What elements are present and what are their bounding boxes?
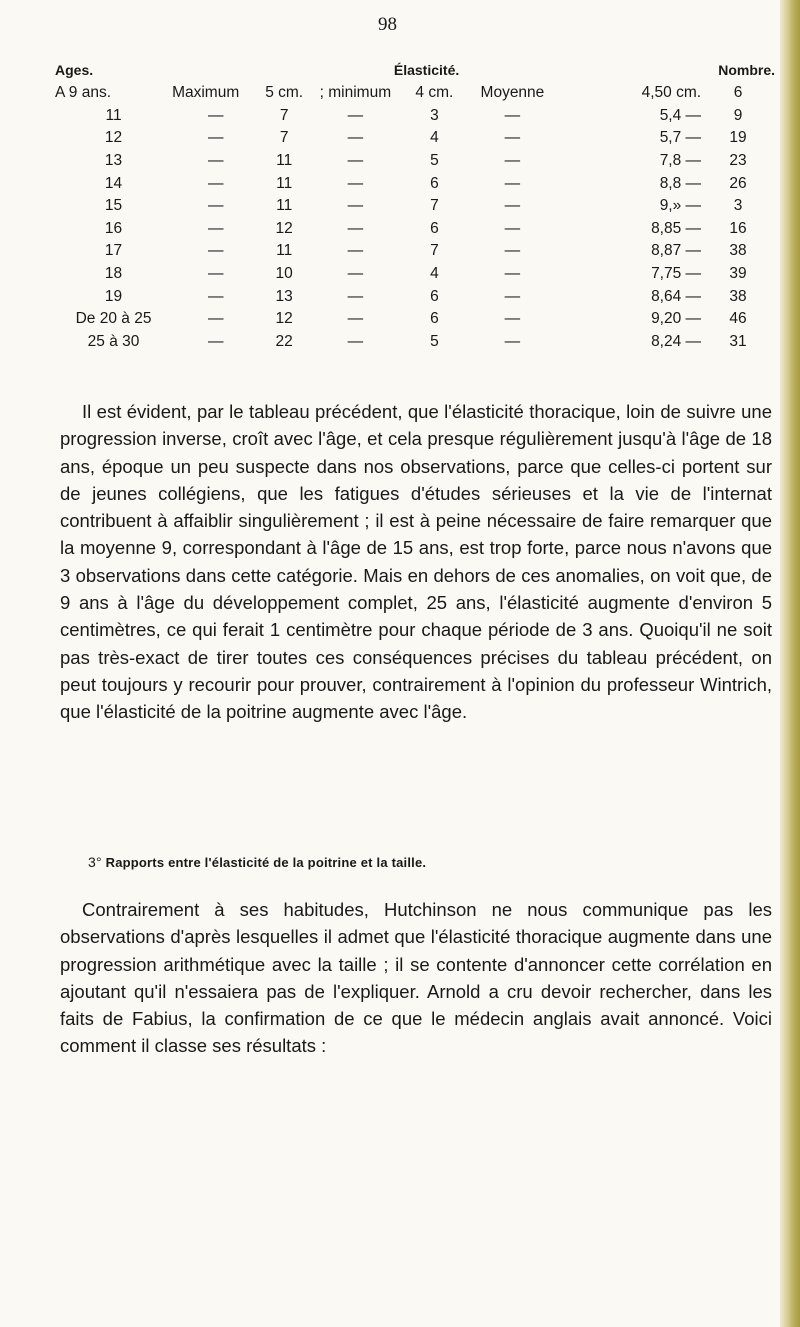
header-elasticity: Élasticité. xyxy=(393,62,460,78)
dash: — xyxy=(208,332,224,350)
row-max: 10 xyxy=(275,265,293,283)
header-age: Ages. xyxy=(55,62,94,78)
row-min: 4 xyxy=(430,265,439,283)
elasticity-table xyxy=(55,58,775,353)
row-min: 4 cm. xyxy=(415,84,454,102)
section-heading xyxy=(88,854,426,870)
row-avg: 7,8 — xyxy=(659,152,702,170)
row-min: 6 xyxy=(430,219,439,237)
row-max: 13 xyxy=(275,287,293,305)
header-count: Nombre. xyxy=(718,62,775,78)
table-row xyxy=(55,240,775,263)
row-min: 5 xyxy=(430,152,439,170)
row-age: 19 xyxy=(104,287,123,305)
dash: — xyxy=(208,106,224,124)
row-max: 22 xyxy=(275,332,293,350)
table-row xyxy=(55,308,775,331)
dash: — xyxy=(504,242,521,260)
row-avg: 9,20 — xyxy=(651,310,702,328)
dash: — xyxy=(347,219,364,237)
dash: — xyxy=(504,152,521,170)
dash: — xyxy=(208,152,224,170)
row-min: 6 xyxy=(430,174,439,192)
dash: — xyxy=(208,219,224,237)
table-header-row xyxy=(55,58,775,82)
row-count: 38 xyxy=(729,242,747,260)
row-min: 6 xyxy=(430,310,439,328)
table-row xyxy=(55,331,775,354)
row-min: 5 xyxy=(430,332,439,350)
row-max: 11 xyxy=(276,174,293,192)
dash: — xyxy=(504,332,521,350)
table-row xyxy=(55,195,775,218)
dash: — xyxy=(347,242,364,260)
row-avg: 8,64 — xyxy=(651,287,702,305)
paragraph-hutchinson xyxy=(60,896,772,1060)
row-avg: 8,8 — xyxy=(659,174,702,192)
row-age: 11 xyxy=(105,106,122,124)
table-row xyxy=(55,218,775,241)
min-label: ; minimum xyxy=(319,84,392,102)
dash: — xyxy=(208,310,224,328)
dash: — xyxy=(208,265,224,283)
table-row xyxy=(55,105,775,128)
table-row xyxy=(55,263,775,286)
row-count: 38 xyxy=(729,287,747,305)
row-count: 19 xyxy=(729,129,747,147)
page-edge-stain xyxy=(780,0,800,1327)
row-min: 7 xyxy=(430,242,439,260)
row-age: 25 à 30 xyxy=(87,332,140,350)
max-label: Maximum xyxy=(172,84,240,102)
dash: — xyxy=(347,197,364,215)
row-count: 39 xyxy=(729,265,747,283)
row-max: 11 xyxy=(276,152,293,170)
paragraph-elasticity-age xyxy=(60,398,772,726)
section-number: 3° xyxy=(88,854,102,870)
row-max: 11 xyxy=(276,197,293,215)
dash: — xyxy=(504,265,521,283)
row-avg: 5,7 — xyxy=(659,129,702,147)
row-avg: 8,24 — xyxy=(651,332,702,350)
row-age: 13 xyxy=(104,152,123,170)
row-min: 7 xyxy=(430,197,439,215)
row-count: 31 xyxy=(729,332,747,350)
dash: — xyxy=(504,106,521,124)
row-count: 23 xyxy=(729,152,747,170)
row-max: 12 xyxy=(275,219,293,237)
row-max: 7 xyxy=(279,129,289,147)
dash: — xyxy=(208,174,224,192)
row-avg: 8,85 — xyxy=(651,219,702,237)
row-count: 6 xyxy=(733,84,743,102)
row-age: 16 xyxy=(104,219,123,237)
dash: — xyxy=(504,287,521,305)
row-avg: 8,87 — xyxy=(651,242,702,260)
row-count: 9 xyxy=(733,106,743,124)
row-avg: 5,4 — xyxy=(659,106,702,124)
dash: — xyxy=(347,174,364,192)
row-count: 16 xyxy=(729,219,747,237)
row-max: 7 xyxy=(279,106,289,124)
dash: — xyxy=(347,287,364,305)
dash: — xyxy=(347,152,364,170)
dash: — xyxy=(208,242,224,260)
row-min: 4 xyxy=(430,129,439,147)
row-max: 12 xyxy=(275,310,293,328)
table-row xyxy=(55,127,775,150)
row-avg: 7,75 — xyxy=(651,265,702,283)
table-row xyxy=(55,285,775,308)
avg-label: Moyenne xyxy=(480,84,545,102)
section-title: Rapports entre l'élasticité de la poitrine et la taille. xyxy=(105,855,427,870)
dash: — xyxy=(504,129,521,147)
row-min: 6 xyxy=(430,287,439,305)
row-min: 3 xyxy=(430,106,439,124)
row-age: 14 xyxy=(104,174,123,192)
dash: — xyxy=(208,197,224,215)
page-number: 98 xyxy=(378,14,397,35)
dash: — xyxy=(504,310,521,328)
table-row xyxy=(55,172,775,195)
paragraph-text: Contrairement à ses habitudes, Hutchinson ne nous communique pas les observations d'après lesquelles il admet que l'élasticité thoracique augmente dans une progression arithmétique avec la taille ; il se contente d'annoncer cette corrélation en ajoutant qu'il n'essaiera pas de l'expliquer. Arnold a cru devoir rechercher, dans les faits de Fabius, la confirmation de ce que le médecin anglais avait annoncé. Voici comment il classe ses résultats : xyxy=(60,899,772,1057)
row-age: 15 xyxy=(104,197,123,215)
row-age: De 20 à 25 xyxy=(75,310,152,328)
row-max: 11 xyxy=(276,242,293,260)
dash: — xyxy=(504,174,521,192)
row-avg: 4,50 cm. xyxy=(641,84,702,102)
table-row-first xyxy=(55,82,775,105)
row-age: 18 xyxy=(104,265,123,283)
dash: — xyxy=(208,287,224,305)
dash: — xyxy=(347,265,364,283)
paragraph-text: Il est évident, par le tableau précédent, que l'élasticité thoracique, loin de suivre une progression inverse, croît avec l'âge, et cela presque régulièrement jusqu'à l'âge de 18 ans, époque un peu suspecte dans nos observations, parce que celles-ci portent sur de jeunes collégiens, que les fatigues d'études sérieuses et la vie de l'internat contribuent à affaiblir singulièrement ; il est à peine nécessaire de faire remarquer que la moyenne 9, correspondant à l'âge de 15 ans, est trop forte, parce nous n'avons que 3 observations dans cette catégorie. Mais en dehors de ces anomalies, on voit que, de 9 ans à l'âge du développement complet, 25 ans, l'élasticité augmente d'environ 5 centimètres, ce qui ferait 1 centimètre pour chaque période de 3 ans. Quoiqu'il ne soit pas très-exact de tirer toutes ces conséquences précises du tableau précédent, on peut toujours y recourir pour prouver, contrairement à l'opinion du professeur Wintrich, que l'élasticité de la poitrine augmente avec l'âge. xyxy=(60,401,772,723)
row-max: 5 cm. xyxy=(265,84,304,102)
row-age: A 9 ans. xyxy=(55,84,112,102)
row-count: 26 xyxy=(729,174,747,192)
row-age: 17 xyxy=(104,242,123,260)
dash: — xyxy=(347,129,364,147)
dash: — xyxy=(347,310,364,328)
row-count: 3 xyxy=(733,197,743,215)
dash: — xyxy=(504,219,521,237)
dash: — xyxy=(504,197,521,215)
row-age: 12 xyxy=(104,129,123,147)
table-row xyxy=(55,150,775,173)
dash: — xyxy=(208,129,224,147)
row-count: 46 xyxy=(729,310,747,328)
dash: — xyxy=(347,332,364,350)
row-avg: 9,» — xyxy=(659,197,702,215)
dash: — xyxy=(347,106,364,124)
